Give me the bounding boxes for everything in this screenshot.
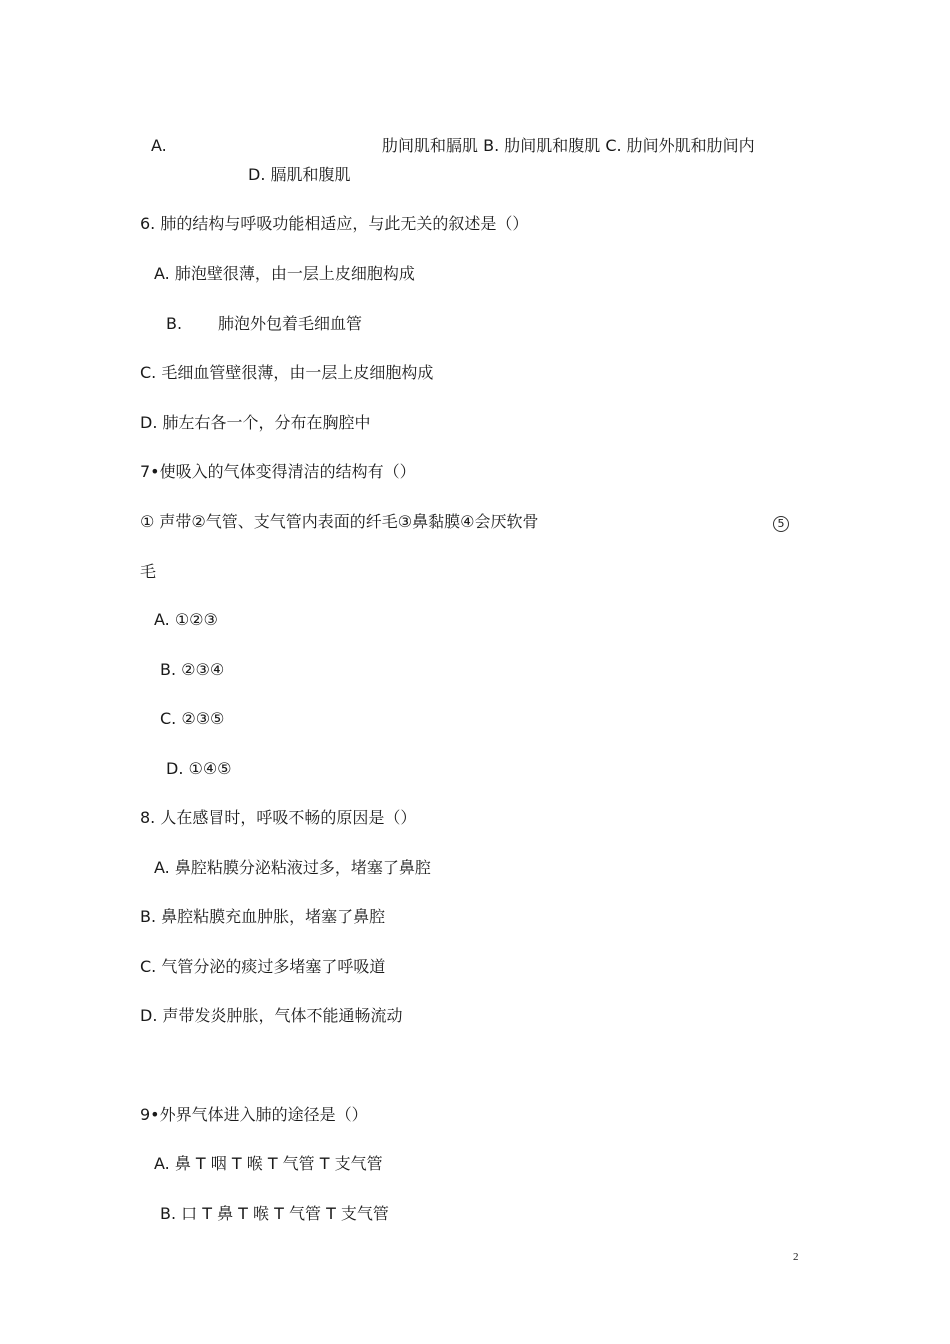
q5-options-abc: 肋间肌和膈肌 B. 肋间肌和腹肌 C. 肋间外肌和肋间内 [382,136,755,155]
q6-option-b-text: 肺泡外包着毛细血管 [218,314,363,333]
q7-stem: 7•使吸入的气体变得清洁的结构有（） [140,462,416,481]
q7-items: ① 声带②气管、支气管内表面的纤毛③鼻黏膜④会厌软骨 [140,512,539,531]
q8-option-b: B. 鼻腔粘膜充血肿胀，堵塞了鼻腔 [140,907,386,926]
q6-option-a: A. 肺泡壁很薄，由一层上皮细胞构成 [154,264,415,283]
q6-option-c: C. 毛细血管壁很薄，由一层上皮细胞构成 [140,363,434,382]
q7-item5-continuation: 毛 [140,562,157,581]
q7-option-b: B. ②③④ [160,660,225,679]
q8-option-c: C. 气管分泌的痰过多堵塞了呼吸道 [140,957,386,976]
q8-option-d: D. 声带发炎肿胀，气体不能通畅流动 [140,1006,403,1025]
q5-option-d: D. 膈肌和腹肌 [248,165,351,184]
q5-option-a-label: A. [151,136,167,155]
page-number: 2 [793,1251,799,1263]
q8-stem: 8. 人在感冒时，呼吸不畅的原因是（） [140,808,417,827]
q9-option-a: A. 鼻 T 咽 T 喉 T 气管 T 支气管 [154,1154,383,1173]
q6-stem: 6. 肺的结构与呼吸功能相适应，与此无关的叙述是（） [140,214,529,233]
q7-option-a: A. ①②③ [154,610,218,629]
q7-option-d: D. ①④⑤ [166,759,232,778]
q6-option-d: D. 肺左右各一个，分布在胸腔中 [140,413,371,432]
q7-item5-mark: 5 [773,516,789,532]
q8-option-a: A. 鼻腔粘膜分泌粘液过多，堵塞了鼻腔 [154,858,431,877]
q9-stem: 9•外界气体进入肺的途径是（） [140,1105,368,1124]
q7-option-c: C. ②③⑤ [160,709,225,728]
q9-option-b: B. 口 T 鼻 T 喉 T 气管 T 支气管 [160,1204,389,1223]
q6-option-b-label: B. [166,314,183,333]
